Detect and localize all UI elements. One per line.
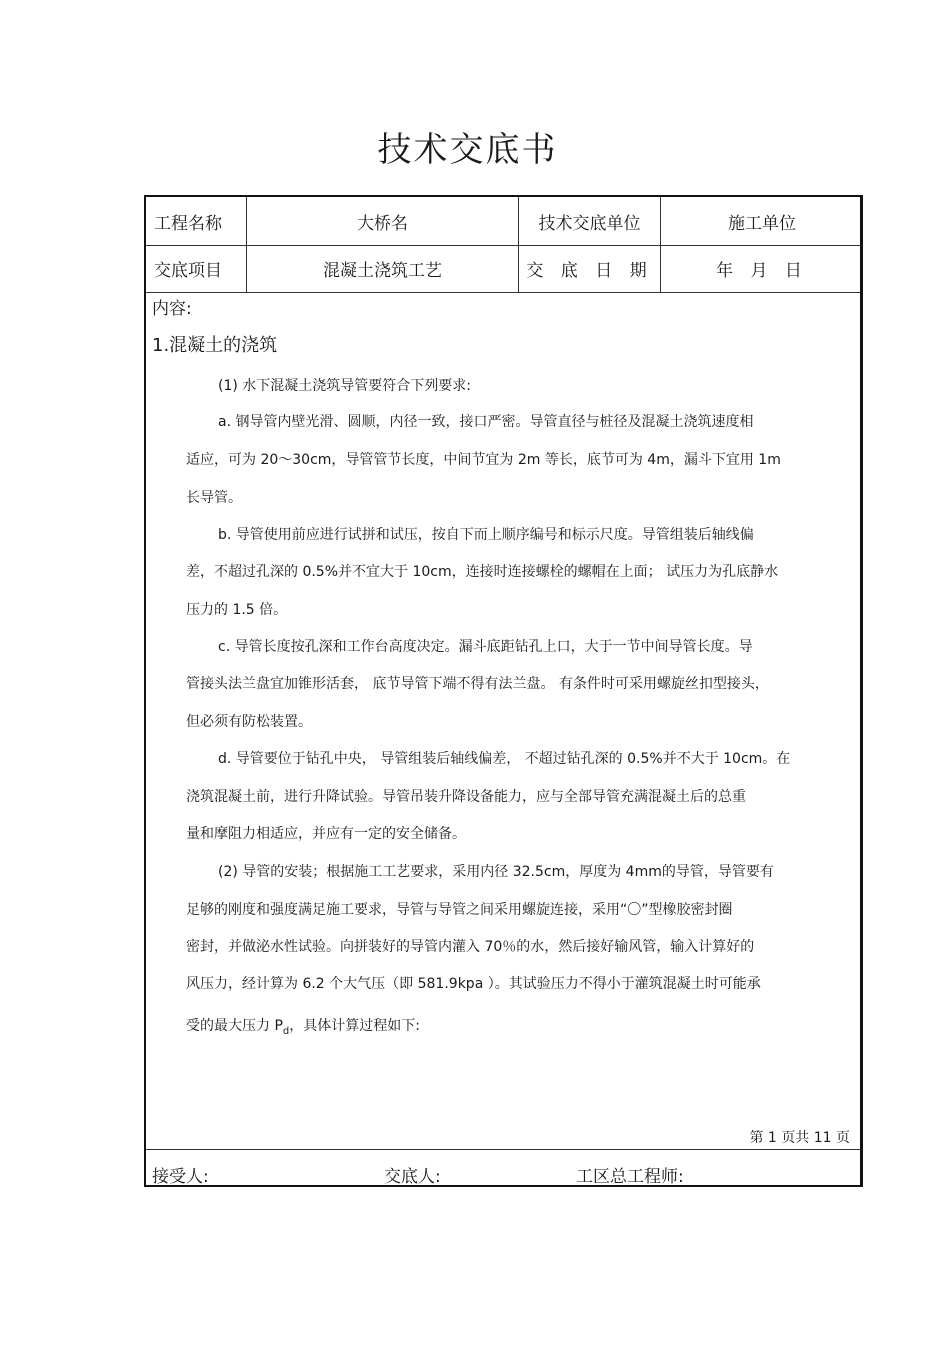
item-label: 交底项目 [146,245,247,292]
disclosure-form [144,195,863,1187]
paragraph-line: c. 导管长度按孔深和工作台高度决定。漏斗底距钻孔上口，大于一节中间导管长度。导 [218,639,753,655]
receiver-label: 接受人: [152,1167,209,1187]
paragraph-line: (1) 水下混凝土浇筑导管要符合下列要求: [218,378,471,394]
presenter-label: 交底人: [384,1167,441,1187]
paragraph-line-last [186,1015,420,1037]
date-label: 交 底 日 期 [519,245,661,292]
project-name-value: 大桥名 [247,197,519,245]
content-label: 内容: [152,299,192,319]
project-name-label: 工程名称 [146,197,247,245]
paragraph-line: b. 导管使用前应进行试拼和试压，按自下而上顺序编号和标示尺度。导管组装后轴线偏 [218,527,754,543]
page-indicator: 第 1 页共 11 页 [749,1130,850,1146]
paragraph-line: 风压力，经计算为 6.2 个大气压（即 581.9kpa ）。其试验压力不得小于灌筑混凝土时可能承 [186,976,761,992]
paragraph-line: 长导管。 [186,490,242,506]
signature-row [146,1149,860,1188]
paragraph-line: 适应，可为 20～30cm，导管管节长度，中间节宜为 2m 等长，底节可为 4m，漏斗下宜用 1m [186,452,781,468]
paragraph-line: 量和摩阻力相适应，并应有一定的安全储备。 [186,826,466,842]
paragraph-line: (2) 导管的安装；根据施工工艺要求，采用内径 32.5cm，厚度为 4mm的导管，导管要有 [218,864,774,880]
paragraph-line: 浇筑混凝土前，进行升降试验。导管吊装升降设备能力，应与全部导管充满混凝土后的总重 [186,789,746,805]
paragraph-line: d. 导管要位于钻孔中央， 导管组装后轴线偏差， 不超过钻孔深的 0.5%并不大于 10cm。在 [218,751,791,767]
paragraph-line: a. 钢导管内壁光滑、圆顺，内径一致，接口严密。导管直径与桩径及混凝土浇筑速度相 [218,414,754,430]
pressure-tail: ，具体计算过程如下: [289,1018,420,1034]
paragraph-line: 但必须有防松装置。 [186,714,312,730]
header-row-2 [146,245,860,293]
unit-value: 施工单位 [728,213,796,234]
paragraph-line: 密封，并做泌水性试验。向拼装好的导管内灌入 70％的水，然后接好输风管，输入计算好的 [186,939,755,955]
document-title: 技术交底书 [377,130,558,170]
pressure-text: 受的最大压力 P [186,1018,283,1034]
section-title: 1.混凝土的浇筑 [152,335,278,356]
item-value: 混凝土浇筑工艺 [247,245,519,292]
chief-engineer-label: 工区总工程师: [576,1167,684,1187]
paragraph-line: 差，不超过孔深的 0.5%并不宜大于 10cm，连接时连接螺栓的螺帽在上面； 试压力为孔底静水 [186,564,779,580]
paragraph-line: 足够的刚度和强度满足施工要求，导管与导管之间采用螺旋连接，采用“〇”型橡胶密封圈 [186,902,733,918]
paragraph-line: 管接头法兰盘宜加锥形活套， 底节导管下端不得有法兰盘。 有条件时可采用螺旋丝扣型接头， [186,676,769,692]
paragraph-line: 压力的 1.5 倍。 [186,602,288,618]
pressure-subscript: d [282,1025,290,1037]
date-value: 年 月 日 [716,261,808,281]
header-row-1 [146,197,860,246]
unit-label: 技术交底单位 [519,197,661,245]
